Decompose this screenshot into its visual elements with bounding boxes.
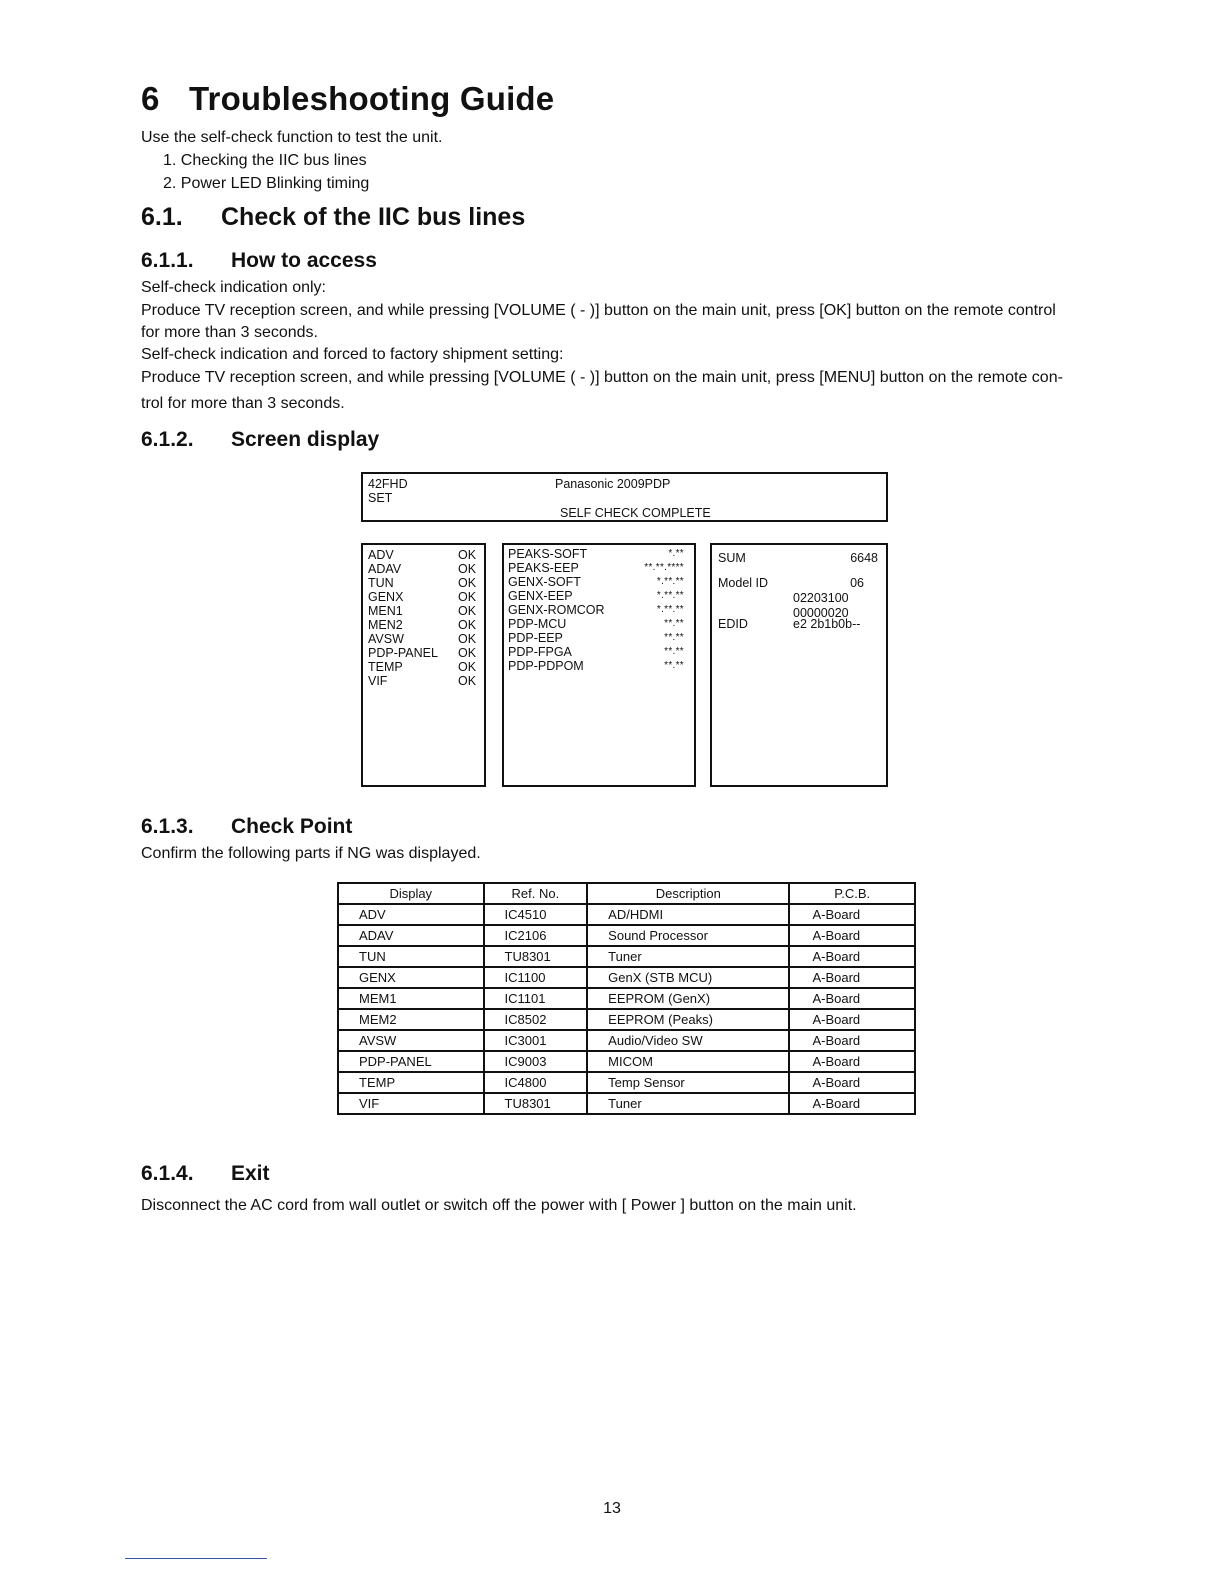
page-number: 13 — [603, 1500, 621, 1517]
cell-description: Tuner — [587, 1093, 789, 1114]
table-row — [338, 1051, 915, 1072]
cell-description: EEPROM (Peaks) — [587, 1009, 789, 1030]
screen-brand: Panasonic 2009PDP — [555, 477, 671, 491]
check-row: PDP-PANEL OK — [368, 646, 477, 660]
section-title: Check of the IIC bus lines — [221, 203, 526, 231]
screen-versions-box — [502, 543, 696, 787]
table-row — [338, 1030, 915, 1051]
section-number: 6.1.4. — [141, 1162, 194, 1185]
cell-pcb: A-Board — [789, 1051, 915, 1072]
access-line: trol for more than 3 seconds. — [141, 395, 345, 412]
title-number: 6 — [141, 80, 160, 117]
section-number: 6.1.2. — [141, 428, 194, 451]
column-header: Description — [587, 883, 789, 904]
check-row: GENX OK — [368, 590, 477, 604]
check-row: VIF OK — [368, 674, 477, 688]
cell-ref-no: IC3001 — [484, 1030, 588, 1051]
cell-description: Audio/Video SW — [587, 1030, 789, 1051]
cell-ref-no: IC4800 — [484, 1072, 588, 1093]
cell-display: MEM2 — [338, 1009, 484, 1030]
cell-description: Tuner — [587, 946, 789, 967]
table-row — [338, 1093, 915, 1114]
table-row — [338, 925, 915, 946]
table-row — [338, 1009, 915, 1030]
section-title: How to access — [231, 249, 377, 272]
cell-ref-no: IC1100 — [484, 967, 588, 988]
cell-display: AVSW — [338, 1030, 484, 1051]
cell-pcb: A-Board — [789, 1072, 915, 1093]
edid-label: EDID — [718, 617, 748, 631]
cell-display: ADAV — [338, 925, 484, 946]
section-number: 6.1.3. — [141, 815, 194, 838]
version-row: GENX-ROMCOR *.**.** — [508, 603, 684, 617]
checkpoint-table — [337, 882, 916, 1115]
cell-description: AD/HDMI — [587, 904, 789, 925]
model-id-label: Model ID — [718, 576, 769, 590]
check-row: TUN OK — [368, 576, 477, 590]
section-title: Check Point — [231, 815, 353, 838]
check-row: MEN1 OK — [368, 604, 477, 618]
exit-text: Disconnect the AC cord from wall outlet or switch off the power with [ Power ] button on the main unit. — [141, 1197, 857, 1214]
cell-pcb: A-Board — [789, 967, 915, 988]
access-line: for more than 3 seconds. — [141, 324, 318, 341]
section-heading-6-1-1 — [141, 249, 377, 273]
version-row: PDP-EEP **.** — [508, 631, 684, 645]
cell-pcb: A-Board — [789, 925, 915, 946]
sum-label: SUM — [718, 551, 746, 565]
cell-ref-no: IC9003 — [484, 1051, 588, 1072]
page-title — [141, 80, 554, 118]
access-line: Produce TV reception screen, and while pressing [VOLUME ( - )] button on the main unit, press [MENU] button on the remote con- — [141, 369, 1063, 386]
intro-list-item: 2. Power LED Blinking timing — [163, 175, 370, 192]
column-header: P.C.B. — [789, 883, 915, 904]
section-number: 6.1. — [141, 203, 183, 231]
cell-description: Sound Processor — [587, 925, 789, 946]
section-heading-6-1-2 — [141, 428, 379, 452]
section-heading-6-1-3 — [141, 815, 352, 839]
version-row: PDP-MCU **.** — [508, 617, 684, 631]
cell-pcb: A-Board — [789, 946, 915, 967]
cell-pcb: A-Board — [789, 988, 915, 1009]
check-row: TEMP OK — [368, 660, 477, 674]
section-heading-6-1 — [141, 203, 525, 232]
model-code-2: 00000020 — [793, 606, 849, 620]
cell-description: MICOM — [587, 1051, 789, 1072]
cell-display: VIF — [338, 1093, 484, 1114]
cell-description: GenX (STB MCU) — [587, 967, 789, 988]
version-row: PDP-FPGA **.** — [508, 645, 684, 659]
intro-list-item: 1. Checking the IIC bus lines — [163, 152, 367, 169]
cell-description: EEPROM (GenX) — [587, 988, 789, 1009]
access-line: Self-check indication only: — [141, 279, 326, 296]
screen-model: 42FHD — [368, 477, 408, 491]
screen-header-box — [361, 472, 888, 522]
cell-display: TEMP — [338, 1072, 484, 1093]
cell-ref-no: IC4510 — [484, 904, 588, 925]
version-row: GENX-EEP *.**.** — [508, 589, 684, 603]
column-header: Ref. No. — [484, 883, 588, 904]
table-row — [338, 946, 915, 967]
version-row: GENX-SOFT *.**.** — [508, 575, 684, 589]
cell-ref-no: TU8301 — [484, 946, 588, 967]
version-row: PEAKS-SOFT *.** — [508, 547, 684, 561]
cell-display: MEM1 — [338, 988, 484, 1009]
checkpoint-intro: Confirm the following parts if NG was displayed. — [141, 845, 481, 862]
cell-description: Temp Sensor — [587, 1072, 789, 1093]
access-line: Self-check indication and forced to factory shipment setting: — [141, 346, 564, 363]
edid-value: e2 2b1b0b-- — [793, 617, 861, 631]
cell-pcb: A-Board — [789, 1030, 915, 1051]
cell-display: ADV — [338, 904, 484, 925]
table-row — [338, 988, 915, 1009]
check-row: ADV OK — [368, 548, 477, 562]
section-title: Screen display — [231, 428, 380, 451]
sum-value: 6648 — [850, 551, 878, 565]
section-number: 6.1.1. — [141, 249, 194, 272]
check-row: AVSW OK — [368, 632, 477, 646]
model-id-value: 06 — [850, 576, 864, 590]
table-row — [338, 904, 915, 925]
cell-display: TUN — [338, 946, 484, 967]
screen-checks-box — [361, 543, 486, 787]
cell-pcb: A-Board — [789, 1093, 915, 1114]
intro-text: Use the self-check function to test the unit. — [141, 129, 443, 146]
cell-display: PDP-PANEL — [338, 1051, 484, 1072]
check-row: ADAV OK — [368, 562, 477, 576]
screen-info-box — [710, 543, 888, 787]
table-header-row — [338, 883, 915, 904]
screen-status: SELF CHECK COMPLETE — [560, 506, 711, 520]
column-header: Display — [338, 883, 484, 904]
title-text: Troubleshooting Guide — [189, 80, 555, 117]
check-row: MEN2 OK — [368, 618, 477, 632]
model-code-1: 02203100 — [793, 591, 849, 605]
footer-rule — [125, 1558, 267, 1559]
section-title: Exit — [231, 1162, 270, 1185]
cell-display: GENX — [338, 967, 484, 988]
table-row — [338, 1072, 915, 1093]
cell-ref-no: IC1101 — [484, 988, 588, 1009]
cell-ref-no: TU8301 — [484, 1093, 588, 1114]
cell-pcb: A-Board — [789, 904, 915, 925]
cell-ref-no: IC8502 — [484, 1009, 588, 1030]
table-row — [338, 967, 915, 988]
version-row: PDP-PDPOM **.** — [508, 659, 684, 673]
cell-ref-no: IC2106 — [484, 925, 588, 946]
access-line: Produce TV reception screen, and while pressing [VOLUME ( - )] button on the main unit, press [OK] button on the remote control — [141, 302, 1056, 319]
screen-set: SET — [368, 491, 393, 505]
cell-pcb: A-Board — [789, 1009, 915, 1030]
version-row: PEAKS-EEP **.**.**** — [508, 561, 684, 575]
section-heading-6-1-4 — [141, 1162, 270, 1186]
